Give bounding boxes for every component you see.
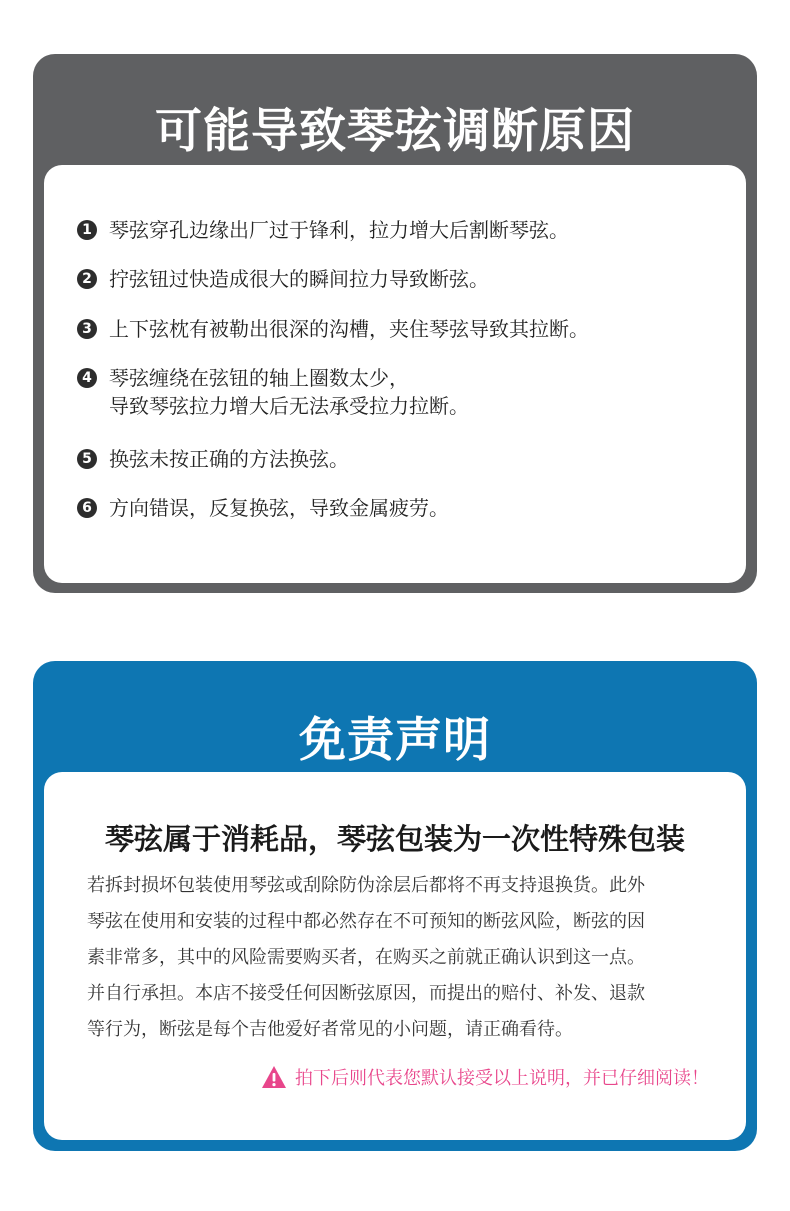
reasons-title: 可能导致琴弦调断原因: [155, 104, 635, 159]
disclaimer-line-1: 若拆封损坏包装使用琴弦或刮除防伪涂层后都将不再支持退换货。此外: [87, 875, 645, 896]
reason-item-5: [77, 445, 726, 473]
disclaimer-heading: 琴弦属于消耗品，琴弦包装为一次性特殊包装: [104, 822, 685, 856]
reasons-card: [44, 165, 746, 583]
warning-triangle-icon: [261, 1065, 287, 1089]
reason-item-6: [77, 494, 726, 522]
reason-text: 琴弦缠绕在弦钮的轴上圈数太少， 导致琴弦拉力增大后无法承受拉力拉断。: [109, 366, 469, 418]
reason-text: 琴弦穿孔边缘出厂过于锋利，拉力增大后割断琴弦。: [109, 218, 569, 242]
reason-text: 换弦未按正确的方法换弦。: [109, 447, 349, 471]
disclaimer-line-3: 素非常多，其中的风险需要购买者，在购买之前就正确认识到这一点。: [87, 947, 645, 968]
disclaimer-line-4: 并自行承担。本店不接受任何因断弦原因，而提出的赔付、补发、退款: [87, 983, 645, 1004]
reason-text: 上下弦枕有被勒出很深的沟槽，夹住琴弦导致其拉断。: [109, 317, 589, 341]
disclaimer-line-2: 琴弦在使用和安装的过程中都必然存在不可预知的断弦风险，断弦的因: [87, 911, 645, 932]
reason-item-2: [77, 265, 726, 293]
reason-item-1: [77, 216, 726, 244]
number-1-icon: 1: [77, 220, 97, 240]
number-6-icon: 6: [77, 498, 97, 518]
number-5-icon: 5: [77, 449, 97, 469]
reason-text: 拧弦钮过快造成很大的瞬间拉力导致断弦。: [109, 267, 489, 291]
reason-item-3: [77, 315, 726, 343]
reasons-panel: [33, 54, 757, 593]
disclaimer-title: 免责声明: [299, 713, 491, 768]
reason-text: 方向错误，反复换弦，导致金属疲劳。: [109, 496, 449, 520]
disclaimer-card: [44, 772, 746, 1140]
reason-item-4: [77, 364, 726, 420]
disclaimer-panel: [33, 661, 757, 1151]
warning-notice: [261, 1064, 709, 1090]
warning-text: 拍下后则代表您默认接受以上说明，并已仔细阅读！: [295, 1068, 709, 1089]
disclaimer-body: [87, 868, 711, 1048]
number-4-icon: 4: [77, 368, 97, 388]
number-3-icon: 3: [77, 319, 97, 339]
number-2-icon: 2: [77, 269, 97, 289]
disclaimer-line-5: 等行为，断弦是每个吉他爱好者常见的小问题，请正确看待。: [87, 1019, 573, 1040]
